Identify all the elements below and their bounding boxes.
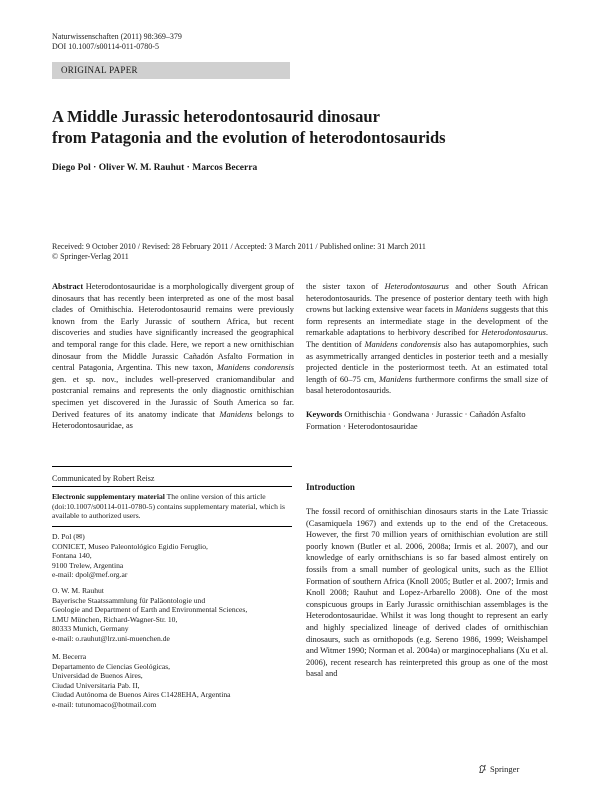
address-line: Ciudad Universitaria Pab. II, <box>52 680 140 690</box>
taxon-name: Manidens <box>219 409 253 419</box>
esm-label: Electronic supplementary material <box>52 492 165 501</box>
divider <box>52 526 292 527</box>
taxon-name: Manidens condorensis <box>217 363 295 373</box>
introduction-heading: Introduction <box>306 482 355 492</box>
introduction-text: The fossil record of ornithischian dinosaurs starts in the Late Triassic (Casamiquela 1967) and extends up to the end of the Cretaceous. However, the first 70 million years of ornithischian evolution are still poorly known (Butler et al. 2006, 2008a; Irmis et al. 2007), and our knowledge of early ornithschians is so far based almost entirely on fossils from a small number of geological units, such as the Elliot Formation of southern Africa (Knoll 2005; Butler et al. 2007; Irmis and Knoll 2008; Rauhut and Lopez-Arbarello 2008). One of the most conspicuous groups in Early Jurassic ornithischian assemblages is the Heterodontosauridae. Whilst it was long thought to represent an early and highly specialized lineage of derived clades of ornithischian dinosaurs, such as ornithopods (e.g. Sereno 1986, 1999; Weishampel and Witmer 1990; Norman et al. 2004a) or marginocephalians (Xu et al. 2006), recent research has reinterpreted this group as one of the most basal and <box>306 507 548 679</box>
email-line: e-mail: o.rauhut@lrz.uni-muenchen.de <box>52 633 170 643</box>
abstract-text: and other South African heterodontosaurids. The presence of posterior dentary teeth with high crowns but lacking extensive wear facets in <box>306 282 548 315</box>
article-type-banner <box>52 62 290 79</box>
journal-volume: Naturwissenschaften (2011) 98:369–379 <box>52 32 182 41</box>
address-line: 9100 Trelew, Argentina <box>52 560 124 570</box>
address-line: O. W. M. Rauhut <box>52 586 104 595</box>
abstract-text: also has autapomorphies, such as asymmetrically arranged denticles in posterior teeth and a mesially projected denticle in the posteriormost teeth. At an estimated total length of 60–75 cm, <box>306 339 548 384</box>
springer-horse-icon <box>478 764 487 774</box>
abstract-text: belongs to Heterodontosauridae, as <box>52 409 294 431</box>
dates-line: Received: 9 October 2010 / Revised: 28 February 2011 / Accepted: 3 March 2011 / Published online: 31 March 2011 <box>52 242 426 251</box>
taxon-name: Manidens condorensis <box>364 339 441 349</box>
supplementary-note <box>52 492 292 521</box>
address-line: Universidad de Buenos Aires, <box>52 671 143 681</box>
address-line: Ciudad Autónoma de Buenos Aires C1428EHA, Argentina <box>52 690 231 700</box>
abstract-right-column <box>306 281 548 432</box>
article-type-label: ORIGINAL PAPER <box>61 65 138 75</box>
taxon-name: Manidens <box>455 305 489 315</box>
copyright-line: © Springer-Verlag 2011 <box>52 252 129 261</box>
divider <box>52 486 292 487</box>
abstract-left-column <box>52 281 294 432</box>
journal-doi: DOI 10.1007/s00114-011-0780-5 <box>52 42 159 51</box>
divider <box>52 466 292 467</box>
address-line: M. Becerra <box>52 652 87 661</box>
taxon-name: Heterodontosaurus <box>481 328 546 338</box>
address-line: Fontana 140, <box>52 551 92 561</box>
address-line: Geologie and Department of Earth and Environmental Sciences, <box>52 605 248 615</box>
title-line-1: A Middle Jurassic heterodontosaurid dinosaur <box>52 107 380 126</box>
address-becerra <box>52 652 292 710</box>
keywords <box>306 409 548 432</box>
keywords-text: Ornithischia · Gondwana · Jurassic · Cañadón Asfalto Formation · Heterodontosauridae <box>306 409 526 431</box>
abstract-label: Abstract <box>52 282 84 291</box>
publisher-name: Springer <box>490 764 520 774</box>
abstract-text: suggests that this form represents an intermediate stage in the development of the remarkable adaptations to herbivory described for <box>306 305 548 338</box>
address-line: CONICET, Museo Paleontológico Egidio Feruglio, <box>52 541 208 551</box>
author-list: Diego Pol · Oliver W. M. Rauhut · Marcos Becerra <box>52 163 258 173</box>
keywords-label: Keywords <box>306 409 343 419</box>
address-pol <box>52 532 292 580</box>
abstract-text: furthermore confirms the small size of basal heterodontosaurids. <box>306 374 548 396</box>
journal-citation <box>52 32 182 52</box>
address-line: 80333 Munich, Germany <box>52 624 129 634</box>
address-line: Bayerische Staatssammlung für Paläontologie und <box>52 595 206 605</box>
email-line: e-mail: dpol@mef.org.ar <box>52 570 128 580</box>
taxon-name: Manidens <box>379 374 413 384</box>
address-rauhut <box>52 586 292 644</box>
article-title <box>52 106 552 148</box>
introduction-body <box>306 506 548 680</box>
communicated-by: Communicated by Robert Reisz <box>52 474 155 483</box>
publisher-footer <box>478 764 519 774</box>
address-line: D. Pol (✉) <box>52 532 85 541</box>
abstract-text: gen. et sp. nov., includes well-preserved craniomandibular and postcranial remains and represents the only diagnostic ornithischian specimen yet discovered in the Jurassic of South America so far. Derived features of its anatomy indicate that <box>52 374 294 419</box>
abstract-text: Heterodontosauridae is a morphologically divergent group of dinosaurs that has recently been interpreted as one of the most basal clades of Ornithischia. Heterodontosaurid remains were previously known from the Early Jurassic of southern Africa, but recent discoveries and studies have significantly increased the geographical and temporal range for this clade. Here, we report a new ornithischian dinosaur from the Middle Jurassic Cañadón Asfalto Formation in central Patagonia, Argentina. This new taxon, <box>52 282 294 373</box>
abstract-text: the sister taxon of <box>306 282 385 291</box>
title-line-2: from Patagonia and the evolution of heterodontosaurids <box>52 128 446 147</box>
address-line: LMU München, Richard-Wagner-Str. 10, <box>52 614 178 624</box>
email-line: e-mail: tutunomaco@hotmail.com <box>52 699 157 709</box>
address-line: Departamento de Ciencias Geológicas, <box>52 661 171 671</box>
taxon-name: Heterodontosaurus <box>384 282 449 291</box>
abstract-text: . The dentition of <box>306 328 548 349</box>
publication-history <box>52 242 552 262</box>
esm-text: The online version of this article (doi:10.1007/s00114-011-0780-5) contains supplementary material, which is available to authorized users. <box>52 492 285 521</box>
